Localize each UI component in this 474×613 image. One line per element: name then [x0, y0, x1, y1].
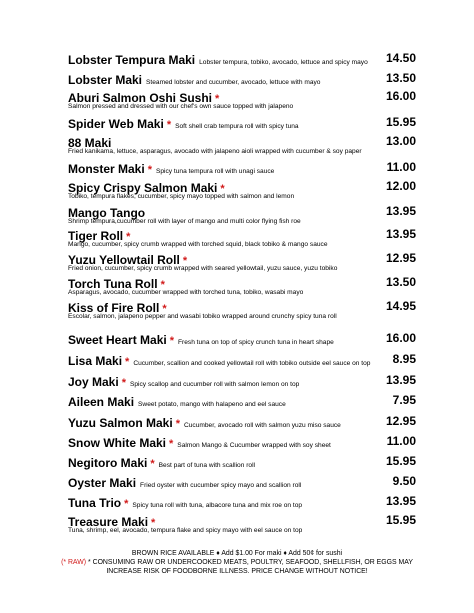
item-description: Cucumber, scallion and cooked yellowtail roll with tobiko outside eel sauce on top: [133, 360, 371, 367]
menu-item: [68, 115, 416, 129]
item-price: 12.95: [385, 414, 416, 428]
item-price: 13.95: [385, 373, 416, 387]
item-description: Asparagus, avocado, cucumber wrapped with torched tuna, tobiko, wasabi mayo: [68, 289, 304, 296]
menu-item-row: [68, 115, 416, 129]
item-name: Yuzu Salmon Maki: [68, 416, 173, 430]
raw-star-marker: *: [160, 279, 165, 291]
menu-item-row: [68, 434, 416, 448]
item-name: Joy Maki: [68, 375, 119, 389]
item-name: Lobster Tempura Maki: [68, 53, 196, 67]
item-description: Cucumber, avocado roll with salmon yuzu miso sauce: [183, 422, 341, 429]
item-name: Negitoro Maki: [68, 456, 148, 470]
item-description: Escolar, salmon, jalapeno pepper and wasabi tobiko wrapped around crunchy spicy tuna roll: [68, 313, 337, 320]
item-price: 15.95: [385, 513, 416, 527]
item-price: 13.95: [385, 204, 416, 218]
raw-star-marker: *: [126, 231, 131, 243]
raw-star-marker: *: [124, 498, 129, 510]
item-description: Shrimp tempura,cucumber roll with layer of mango and multi color flying fish roe: [68, 218, 301, 225]
menu-item-row: [68, 275, 416, 289]
item-description: Sweet potato, mango with halapeno and eel sauce: [138, 401, 286, 408]
item-price: 12.95: [385, 251, 416, 265]
menu-item: [68, 299, 416, 321]
footer-line-1: BROWN RICE AVAILABLE ♦ Add $1.00 For maki ♦ Add 50¢ for sushi: [131, 550, 343, 557]
item-price: 14.50: [385, 51, 416, 65]
raw-star-marker: *: [150, 458, 155, 470]
menu-footer: [30, 549, 444, 576]
item-name: Sweet Heart Maki: [68, 333, 167, 347]
item-price: 11.00: [386, 434, 416, 448]
item-name: Aileen Maki: [68, 395, 135, 409]
raw-star-marker: *: [215, 93, 220, 105]
item-description: Fried onion, cucumber, spicy crumb wrapped with seared yellowtail, yuzu sauce, yuzu tobiko: [68, 265, 338, 272]
menu-item-row: [68, 251, 416, 265]
item-description: Steamed lobster and cucumber, avocado, lettuce with mayo: [146, 79, 321, 86]
menu-item-row: [68, 299, 416, 313]
menu-item-row: [68, 227, 416, 241]
item-name: Treasure Maki: [68, 515, 149, 529]
item-price: 7.95: [392, 393, 416, 407]
menu-item: [68, 373, 416, 387]
item-price: 13.95: [385, 227, 416, 241]
footer-warning: * CONSUMING RAW OR UNDERCOOKED MEATS, POULTRY, SEAFOOD, SHELLFISH, OR EGGS MAY: [86, 559, 413, 566]
menu-item-row: [68, 71, 416, 85]
item-price: 13.50: [385, 71, 416, 85]
item-price: 11.00: [386, 160, 416, 174]
item-description: Tuna, shrimp, eel, avocado, tempura flake and spicy mayo with eel sauce on top: [68, 527, 303, 534]
item-description: Fresh tuna on top of spicy crunch tuna in heart shape: [178, 339, 334, 346]
item-price: 12.00: [385, 179, 416, 193]
menu-item: [68, 227, 416, 249]
menu-item-row: [68, 373, 416, 387]
menu-item: [68, 474, 416, 488]
menu-item-row: [68, 454, 416, 468]
item-name: Tuna Trio: [68, 496, 122, 510]
menu-item-row: [68, 134, 416, 148]
menu-item: [68, 179, 416, 201]
menu-item-row: [68, 179, 416, 193]
item-description: Tobiko, tempura flakes, cucumber, spicy mayo topped with salmon and lemon: [68, 193, 295, 200]
menu-item: [68, 434, 416, 448]
raw-star-marker: *: [169, 438, 174, 450]
item-price: 9.50: [392, 474, 416, 488]
menu-item-row: [68, 494, 416, 508]
menu-item: [68, 160, 416, 174]
menu-item: [68, 393, 416, 407]
menu-item-row: [68, 414, 416, 428]
item-price: 16.00: [385, 89, 416, 103]
menu-item: [68, 204, 416, 226]
item-description: Salmon pressed and dressed with our chef's own sauce topped with jalapeno: [68, 103, 294, 110]
item-name: Spider Web Maki: [68, 117, 164, 131]
raw-star-marker: *: [166, 119, 172, 131]
raw-star-marker: *: [162, 303, 167, 315]
item-price: 13.50: [385, 275, 416, 289]
item-name: Snow White Maki: [68, 436, 167, 450]
item-description: Spicy tuna roll with tuna, albacore tuna and mix roe on top: [132, 502, 303, 509]
menu-item-row: [68, 89, 416, 103]
item-name: Aburi Salmon Oshi Sushi: [68, 91, 213, 105]
item-name: Tiger Roll: [68, 229, 124, 243]
menu-item: [68, 352, 416, 366]
raw-star-marker: *: [169, 335, 174, 347]
item-name: Kiss of Fire Roll: [68, 301, 160, 315]
item-description: Spicy tuna tempura roll with unagi sauce: [155, 168, 275, 175]
menu-item-row: [68, 331, 416, 345]
menu-item-row: [68, 204, 416, 218]
item-description: Fried kanikama, lettuce, asparagus, avocado with jalapeno aioli wrapped with cucumber & soy paper: [68, 148, 362, 155]
menu-item-row: [68, 160, 416, 174]
item-name: Monster Maki: [68, 162, 145, 176]
item-description: Salmon Mango & Cucumber wrapped with soy sheet: [177, 442, 331, 449]
footer-line-3: INCREASE RISK OF FOODBORNE ILLNESS. PRICE CHANGE WITHOUT NOTICE!: [106, 568, 368, 575]
item-price: 13.00: [385, 134, 416, 148]
item-price: 15.95: [385, 454, 416, 468]
menu-item: [68, 134, 416, 156]
menu-item: [68, 51, 416, 65]
menu-item-row: [68, 352, 416, 366]
raw-star-marker: *: [125, 356, 130, 368]
menu-item: [68, 414, 416, 428]
item-name: Lobster Maki: [68, 73, 143, 87]
menu-item: [68, 275, 416, 297]
raw-star-marker: *: [175, 418, 180, 430]
menu-item-row: [68, 51, 416, 65]
item-description: Fried oyster with cucumber spicy mayo and scallion roll: [140, 482, 302, 489]
item-name: Spicy Crispy Salmon Maki: [68, 181, 218, 195]
item-name: Lisa Maki: [68, 354, 123, 368]
raw-star-marker: *: [121, 377, 126, 389]
menu-item: [68, 89, 416, 111]
menu-item: [68, 71, 416, 85]
menu-item: [68, 331, 416, 345]
item-description: Spicy scallop and cucumber roll with salmon lemon on top: [129, 381, 300, 388]
item-description: Mango, cucumber, spicy crumb wrapped with torched squid, black tobiko & mango sauce: [68, 241, 328, 248]
item-price: 15.95: [385, 115, 416, 129]
item-name: 88 Maki: [68, 136, 112, 150]
raw-star-marker: *: [151, 517, 156, 529]
item-name: Torch Tuna Roll: [68, 277, 158, 291]
item-price: 13.95: [385, 494, 416, 508]
item-description: Soft shell crab tempura roll with spicy tuna: [175, 123, 299, 130]
item-price: 8.95: [392, 352, 416, 366]
raw-star-marker: *: [182, 255, 188, 267]
item-description: Best part of tuna with scallion roll: [158, 462, 256, 469]
menu-item-row: [68, 474, 416, 488]
footer-line-2: [30, 558, 444, 567]
menu-item-row: [68, 513, 416, 527]
item-price: 16.00: [385, 331, 416, 345]
menu-item: [68, 251, 416, 273]
item-price: 14.95: [385, 299, 416, 313]
raw-star-marker: *: [220, 183, 225, 195]
item-description: Lobster tempura, tobiko, avocado, lettuce and spicy mayo: [199, 59, 368, 66]
item-name: Mango Tango: [68, 206, 146, 220]
item-name: Yuzu Yellowtail Roll: [68, 253, 180, 267]
raw-marker: (* RAW): [61, 559, 87, 566]
raw-star-marker: *: [147, 164, 152, 176]
menu-item: [68, 454, 416, 468]
item-name: Oyster Maki: [68, 476, 137, 490]
menu-item: [68, 494, 416, 508]
menu-item: [68, 513, 416, 535]
menu-item-row: [68, 393, 416, 407]
